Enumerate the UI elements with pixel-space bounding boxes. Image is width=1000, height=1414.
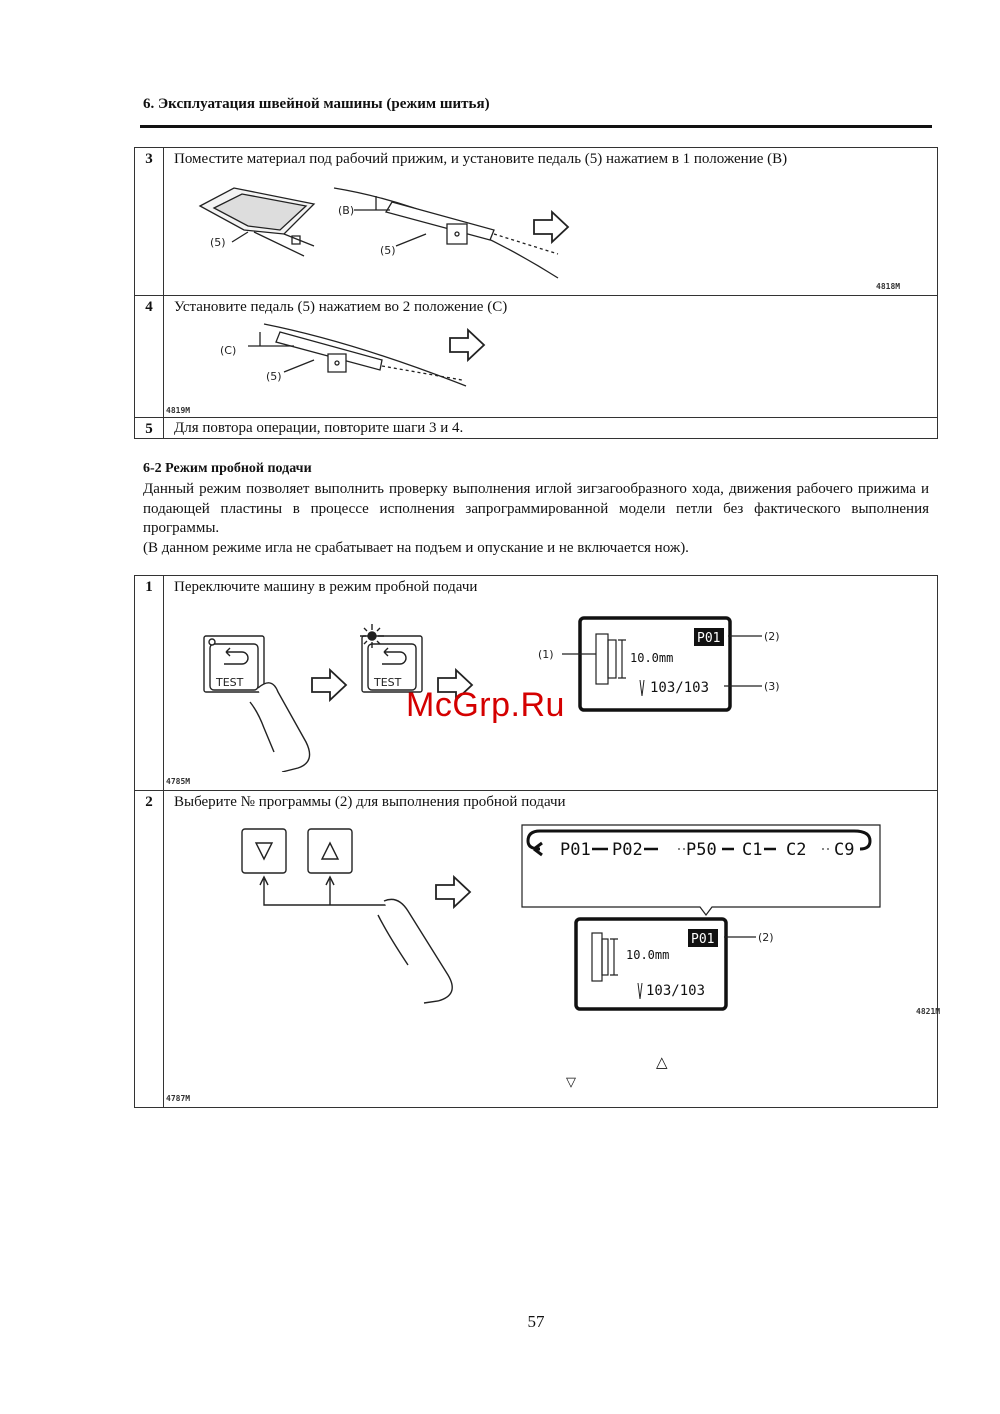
step-row-1 <box>135 576 938 791</box>
paragraph: Данный режим позволяет выполнить проверку выполнения иглой зигзагообразного хода, движения рабочего прижима и подающей пластины в процессе исполнения запрограммированной модели петли без фактического выполнения программы. <box>143 481 929 536</box>
step-cell <box>164 576 938 791</box>
right-arrow-icon <box>448 328 488 362</box>
cycle-item: P50 <box>686 840 717 860</box>
step-cell <box>164 296 938 418</box>
step-row-2 <box>135 791 938 1108</box>
test-key-press-figure <box>202 632 332 772</box>
lcd-program: P01 <box>691 932 715 947</box>
cycle-item: C2 <box>786 840 807 860</box>
up-down-keys-figure <box>238 825 478 1005</box>
callout-2: (2) <box>758 931 774 944</box>
subsection-text <box>143 480 929 558</box>
step-number: 2 <box>135 791 164 1108</box>
label-c: (C) <box>220 344 237 357</box>
pedal-figure-c <box>214 322 474 392</box>
label-b: (B) <box>338 204 355 217</box>
lcd-display-figure <box>534 616 814 716</box>
label-5: (5) <box>266 370 282 383</box>
callout-1: (1) <box>538 648 554 661</box>
label-5: (5) <box>210 236 226 249</box>
up-symbol: △ <box>656 1055 668 1071</box>
step-number: 3 <box>135 148 164 296</box>
step-text: Переключите машину в режим пробной подачи <box>174 579 478 595</box>
step-text: Выберите № программы (2) для выполнения пробной подачи <box>174 794 566 810</box>
step-text: Поместите материал под рабочий прижим, и установите педаль (5) нажатием в 1 положение (B) <box>174 151 788 167</box>
steps-table-2 <box>134 575 941 1108</box>
cycle-item: P02 <box>612 840 643 860</box>
down-symbol: ▽ <box>566 1074 576 1089</box>
watermark: McGrp.Ru <box>406 686 565 724</box>
figure-code: 4819M <box>166 406 191 415</box>
note: (В данном режиме игла не срабатывает на подъем и опускание и не включается нож). <box>143 539 689 556</box>
lcd-length: 10.0mm <box>626 948 670 962</box>
figure-code: 4787M <box>166 1094 191 1103</box>
step-cell <box>164 418 938 439</box>
right-arrow-icon <box>434 875 474 909</box>
page-number: 57 <box>527 1312 545 1331</box>
step-number: 1 <box>135 576 164 791</box>
cycle-item: C9 <box>834 840 855 860</box>
cycle-item: P01 <box>560 840 591 860</box>
subsection-title: 6-2 Режим пробной подачи <box>143 461 312 476</box>
step-row-4 <box>135 296 938 418</box>
step-number: 4 <box>135 296 164 418</box>
test-key-label: TEST <box>216 676 244 689</box>
step-cell <box>164 791 941 1108</box>
figure-code: 4785M <box>166 777 191 786</box>
cycle-item: C1 <box>742 840 763 860</box>
lcd-stitches: 103/103 <box>646 983 706 999</box>
step-row-3 <box>135 148 938 296</box>
label-5: (5) <box>380 244 396 257</box>
program-cycle-figure <box>520 819 884 1013</box>
steps-table-1 <box>134 147 938 439</box>
section-header: 6. Эксплуатация швейной машины (режим шитья) <box>143 96 490 112</box>
lcd-stitches: 103/103 <box>650 680 710 696</box>
callout-3: (3) <box>764 680 780 693</box>
right-arrow-icon <box>310 668 350 702</box>
test-key-label: TEST <box>374 676 402 689</box>
figure-code: 4818M <box>876 282 901 291</box>
step-cell <box>164 148 938 296</box>
callout-2: (2) <box>764 630 780 643</box>
lcd-program: P01 <box>697 631 721 646</box>
header-rule <box>140 125 932 128</box>
right-arrow-icon <box>532 210 572 244</box>
step-number: 5 <box>135 418 164 439</box>
figure-code: 4821M <box>916 1007 941 1016</box>
step-text: Для повтора операции, повторите шаги 3 и 4. <box>174 420 464 436</box>
step-row-5 <box>135 418 938 439</box>
step-text: Установите педаль (5) нажатием во 2 положение (C) <box>174 299 508 315</box>
lcd-length: 10.0mm <box>630 651 674 665</box>
